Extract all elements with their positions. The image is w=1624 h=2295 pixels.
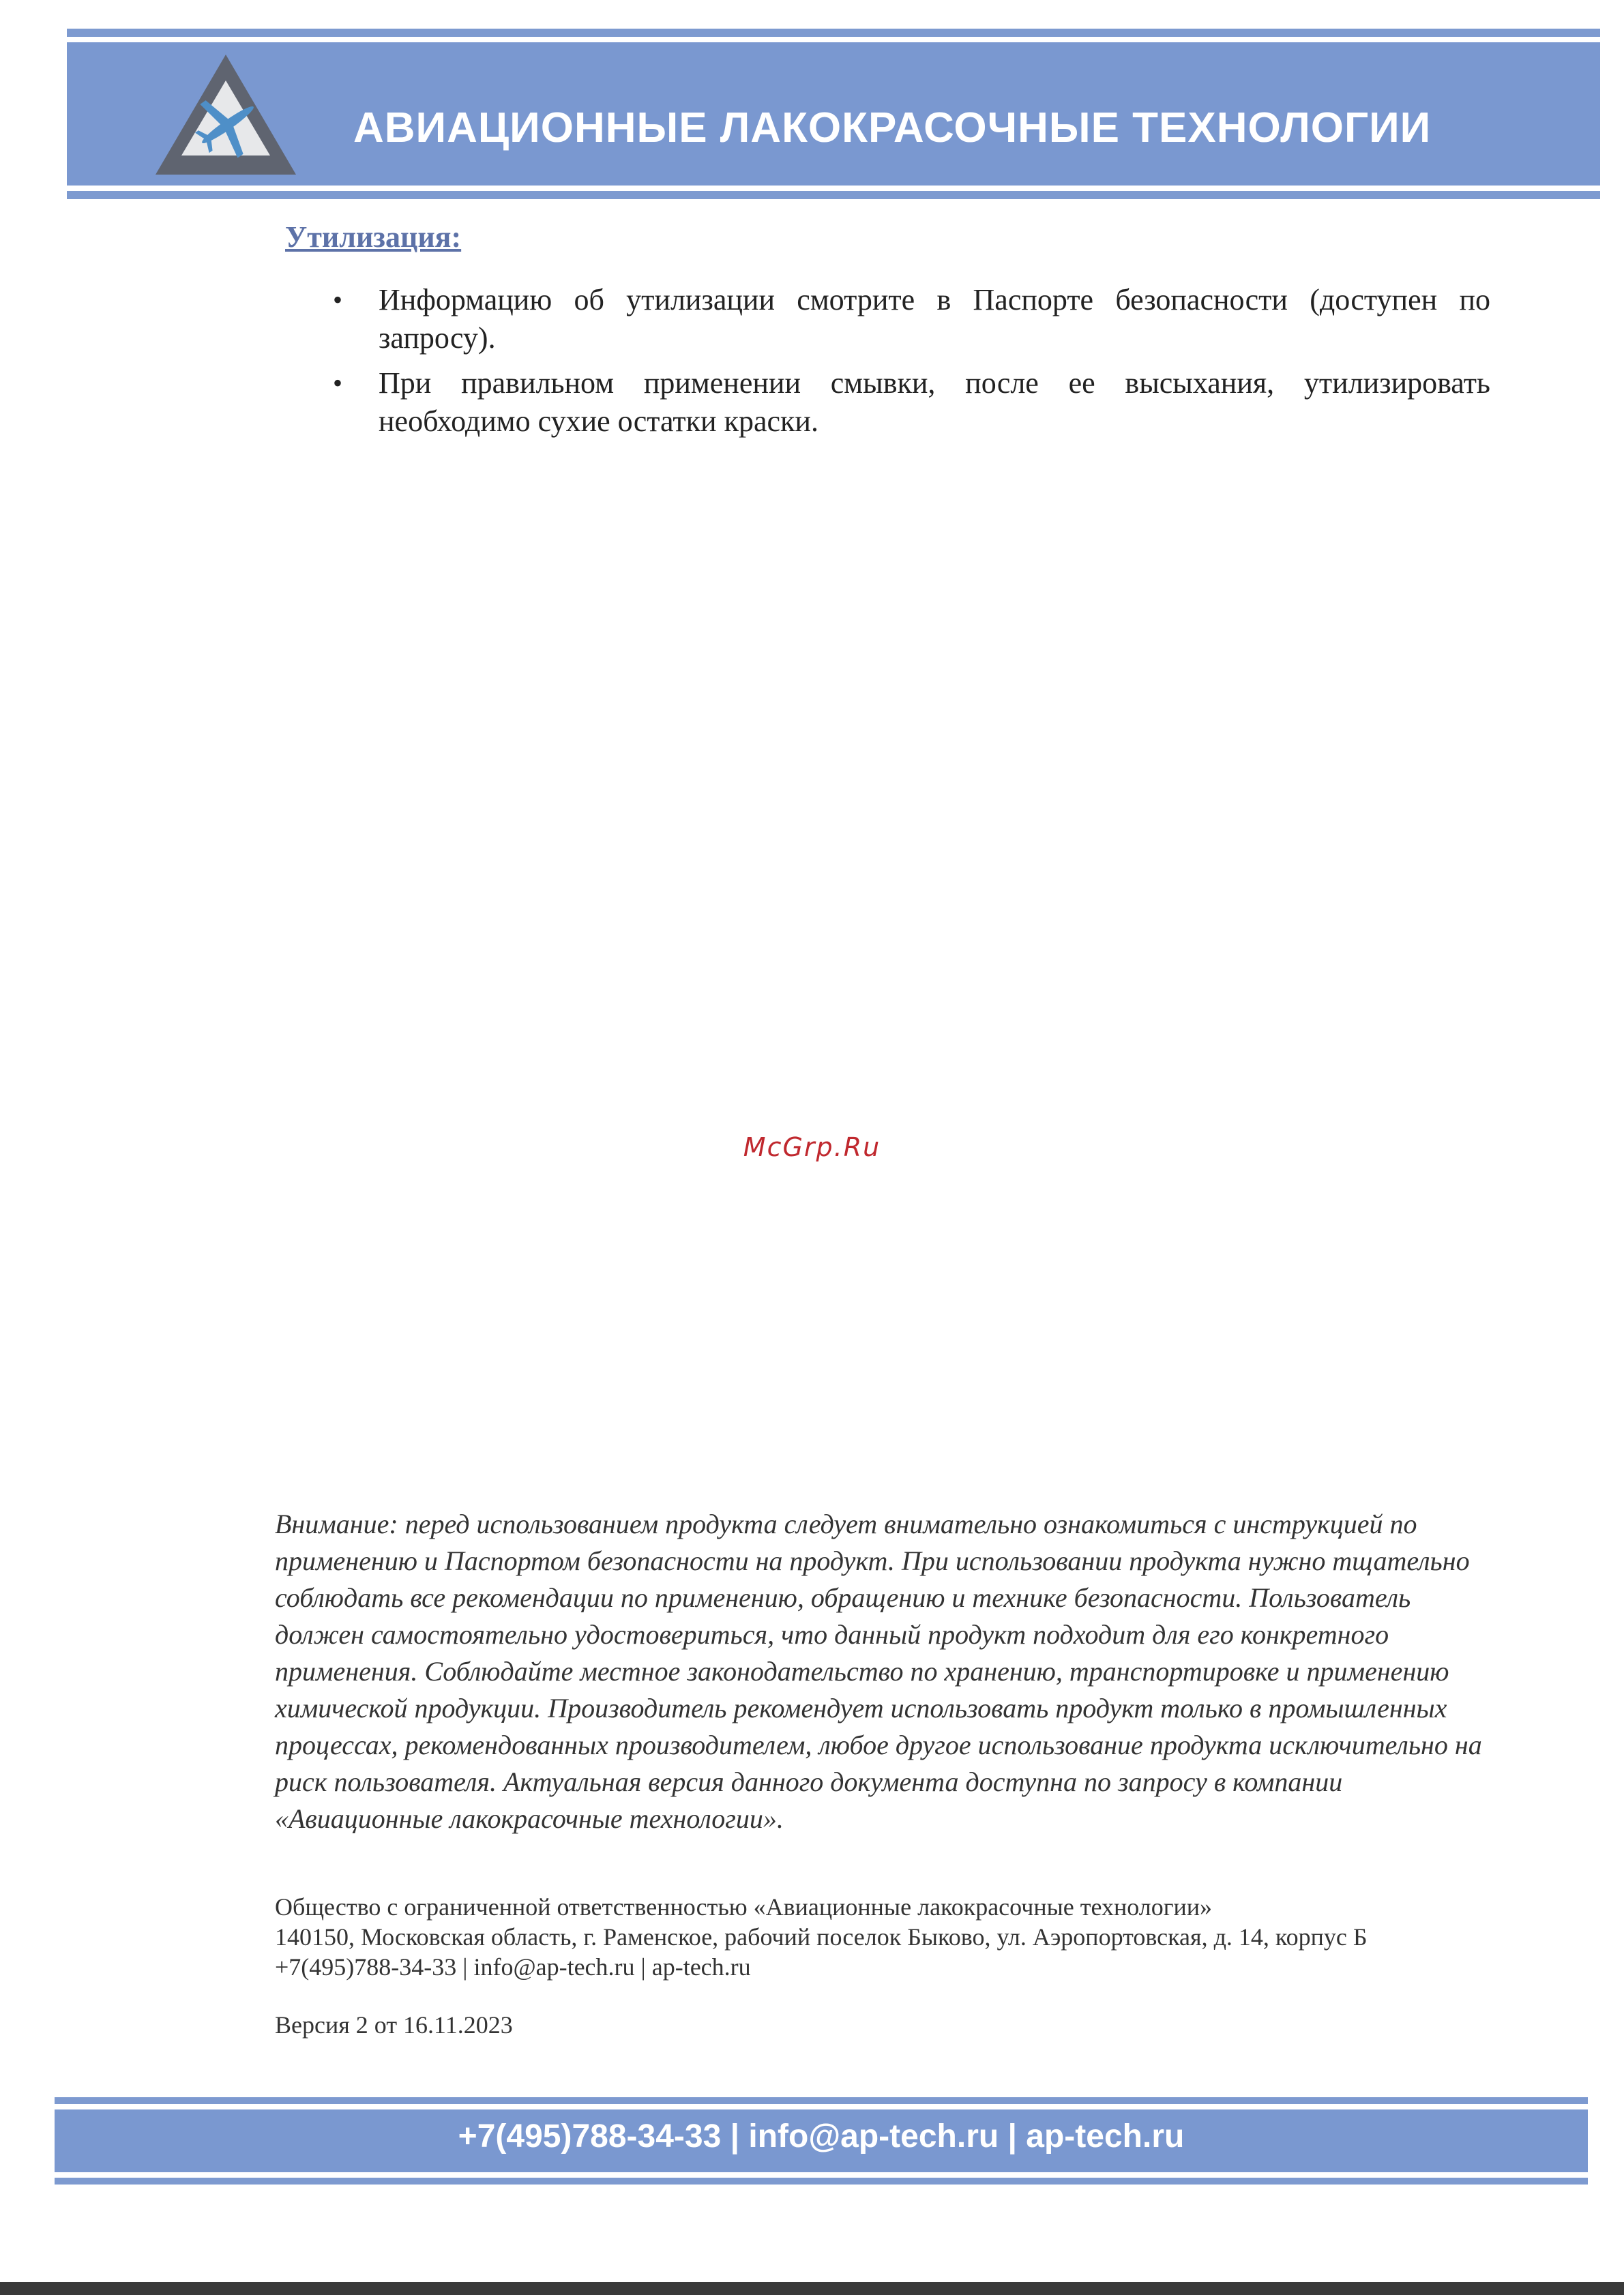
list-item-text: При правильном применении смывки, после ее высыхания, утилизировать необходимо сухие остатки краски.	[379, 366, 1490, 438]
company-info	[275, 1892, 1503, 1982]
footer-banner	[55, 2097, 1588, 2186]
list-item	[327, 281, 1490, 357]
footer-contacts: +7(495)788-34-33 | info@ap-tech.ru | ap-tech.ru	[458, 2118, 1185, 2155]
header-band-bottom	[67, 191, 1600, 199]
list-item-text: Информацию об утилизации смотрите в Паспорте безопасности (доступен по запросу).	[379, 283, 1490, 355]
section-title: Утилизация:	[285, 220, 462, 254]
company-contacts: +7(495)788-34-33 | info@ap-tech.ru | ap-tech.ru	[275, 1953, 751, 1981]
footer-band-top	[55, 2097, 1588, 2104]
bullet-icon: •	[333, 368, 343, 398]
watermark: McGrp.Ru	[743, 1132, 881, 1162]
list-item	[327, 364, 1490, 441]
header-banner	[67, 29, 1600, 201]
company-address: 140150, Московская область, г. Раменское, рабочий поселок Быково, ул. Аэропортовская, д. 14, корпус Б	[275, 1923, 1368, 1951]
disclaimer-notice: Внимание: перед использованием продукта следует внимательно ознакомиться с инструкцией по применению и Паспортом безопасности на продукт. При использовании продукта нужно тщательно соблюдать все рекомендации по применению, обращению и технике безопасности. Пользователь должен самостоятельно удостовериться, что данный продукт подходит для его конкретного применения. Соблюдайте местное законодательство по хранению, транспортировке и применению химической продукции. Производитель рекомендует использовать продукт только в промышленных процессах, рекомендованных производителем, любое другое использование продукта исключительно на риск пользователя. Актуальная версия данного документа доступна по запросу в компании «Авиационные лакокрасочные технологии».	[275, 1509, 1482, 1834]
company-name: Общество с ограниченной ответственностью «Авиационные лакокрасочные технологии»	[275, 1893, 1213, 1921]
document-version: Версия 2 от 16.11.2023	[275, 2011, 513, 2039]
bullet-list	[327, 281, 1490, 447]
bullet-icon: •	[333, 284, 343, 315]
header-title: АВИАЦИОННЫЕ ЛАКОКРАСОЧНЫЕ ТЕХНОЛОГИИ	[353, 104, 1432, 151]
header-band-top	[67, 29, 1600, 37]
triangle-airplane-logo-icon	[154, 53, 297, 176]
scan-edge	[0, 2282, 1624, 2295]
footer-band-bottom	[55, 2178, 1588, 2185]
